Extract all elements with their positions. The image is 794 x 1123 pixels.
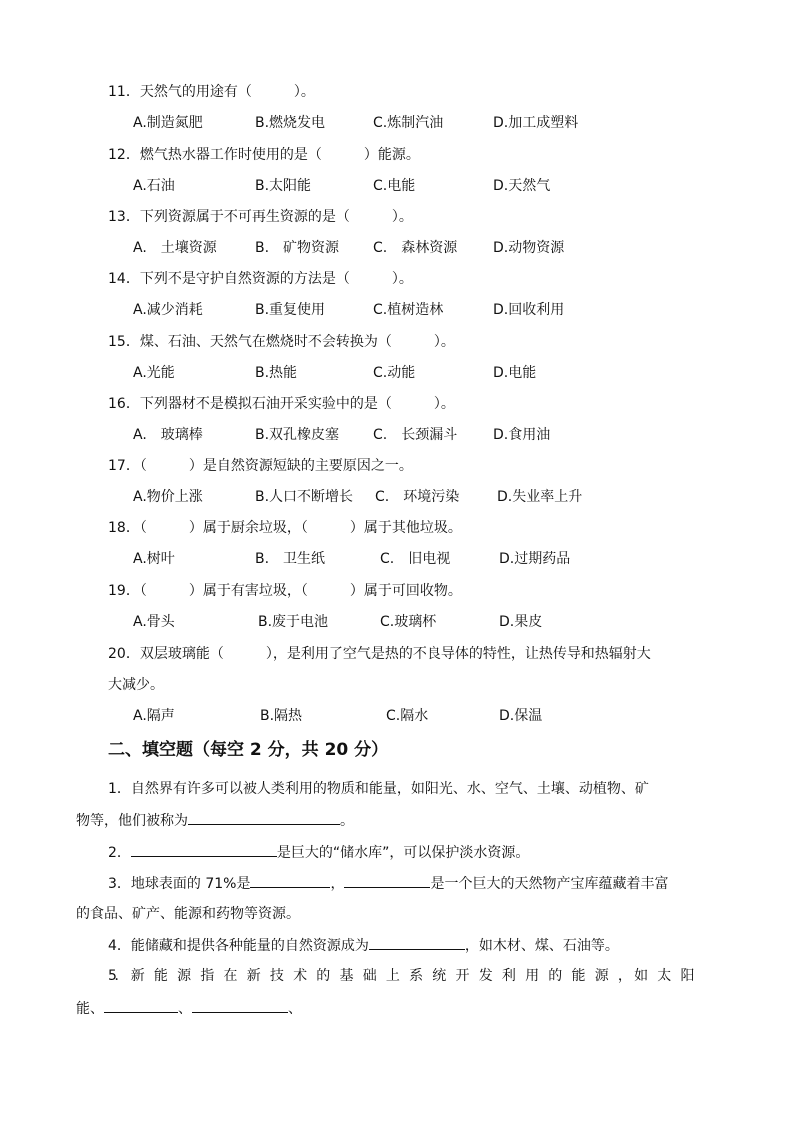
fill-q3-text-2: 是一个巨大的天然物产宝库蕴藏着丰富	[430, 876, 669, 892]
q20-option-a: A.隔声	[133, 708, 175, 724]
question-14: 14．下列不是守护自然资源的方法是（ ）。	[108, 271, 413, 287]
q15-option-d: D.电能	[493, 365, 537, 381]
q12-option-d: D.天然气	[493, 178, 551, 194]
q14-option-c: C.植树造林	[373, 302, 444, 318]
q20-option-d: D.保温	[499, 708, 543, 724]
fill-q3-comma: ，	[330, 876, 345, 892]
q13-option-a: A. 土壤资源	[133, 240, 217, 256]
q16-option-a: A. 玻璃棒	[133, 427, 203, 443]
q18-option-d: D.过期药品	[499, 551, 571, 567]
question-12: 12．燃气热水器工作时使用的是（ ）能源。	[108, 147, 420, 163]
q17-option-c: C. 环境污染	[375, 489, 460, 505]
q18-option-a: A.树叶	[133, 551, 175, 567]
q19-option-a: A.骨头	[133, 614, 175, 630]
fill-q4-text-2: ，如木材、煤、石油等。	[464, 938, 619, 954]
q16-option-b: B.双孔橡皮塞	[255, 427, 340, 443]
q15-option-b: B.热能	[255, 365, 298, 381]
q19-option-b: B.废于电池	[258, 614, 329, 630]
question-11: 11．天然气的用途有（ ）。	[108, 84, 315, 100]
answer-blank[interactable]	[188, 810, 340, 825]
fill-question-4	[108, 935, 619, 956]
q13-option-b: B. 矿物资源	[255, 240, 340, 256]
fill-q5-text: 能、	[76, 1001, 104, 1017]
q15-option-c: C.动能	[373, 365, 416, 381]
q17-option-a: A.物价上涨	[133, 489, 203, 505]
q14-option-b: B.重复使用	[255, 302, 326, 318]
answer-blank[interactable]	[369, 935, 465, 950]
fill-q2-number: 2．	[108, 845, 131, 861]
q11-option-a: A.制造氮肥	[133, 115, 203, 131]
q11-option-d: D.加工成塑料	[493, 115, 579, 131]
fill-q3-text: 3．地球表面的 71%是	[108, 876, 251, 892]
question-19: 19．（ ）属于有害垃圾，（ ）属于可回收物。	[108, 583, 462, 599]
q20-option-b: B.隔热	[260, 708, 303, 724]
fill-q1-end: 。	[340, 813, 354, 829]
q17-option-d: D.失业率上升	[497, 489, 583, 505]
q13-option-c: C. 森林资源	[373, 240, 458, 256]
fill-q5-end: 、	[288, 1001, 302, 1017]
question-13: 13．下列资源属于不可再生资源的是（ ）。	[108, 209, 413, 225]
fill-question-5-line1: 5． 新 能 源 指 在 新 技 术 的 基 础 上 系 统 开 发 利 用 的 能 源 ， 如 太 阳	[108, 968, 693, 984]
question-18: 18．（ ）属于厨余垃圾，（ ）属于其他垃圾。	[108, 520, 462, 536]
q16-option-d: D.食用油	[493, 427, 551, 443]
fill-question-3-line2: 的食品、矿产、能源和药物等资源。	[76, 906, 300, 922]
q16-option-c: C. 长颈漏斗	[373, 427, 458, 443]
q19-option-d: D.果皮	[499, 614, 543, 630]
fill-question-1-line1: 1．自然界有许多可以被人类利用的物质和能量，如阳光、水、空气、土壤、动植物、矿	[108, 781, 649, 797]
fill-question-3-line1	[108, 873, 668, 894]
question-17: 17．（ ）是自然资源短缺的主要原因之一。	[108, 458, 413, 474]
q18-option-c: C. 旧电视	[380, 551, 451, 567]
question-16: 16．下列器材不是模拟石油开采实验中的是（ ）。	[108, 396, 455, 412]
q12-option-a: A.石油	[133, 178, 175, 194]
fill-question-5-line2	[76, 998, 302, 1019]
answer-blank[interactable]	[250, 873, 330, 888]
fill-question-1-line2	[76, 810, 354, 831]
q17-option-b: B.人口不断增长	[255, 489, 354, 505]
q20-option-c: C.隔水	[386, 708, 429, 724]
question-15: 15．煤、石油、天然气在燃烧时不会转换为（ ）。	[108, 334, 455, 350]
q14-option-d: D.回收利用	[493, 302, 565, 318]
q18-option-b: B. 卫生纸	[255, 551, 326, 567]
q12-option-c: C.电能	[373, 178, 416, 194]
q12-option-b: B.太阳能	[255, 178, 312, 194]
answer-blank[interactable]	[104, 998, 178, 1013]
answer-blank[interactable]	[192, 998, 288, 1013]
q19-option-c: C.玻璃杯	[380, 614, 437, 630]
question-20-line2: 大减少。	[108, 677, 164, 693]
q13-option-d: D.动物资源	[493, 240, 565, 256]
fill-q4-text: 4．能储藏和提供各种能量的自然资源成为	[108, 938, 369, 954]
q11-option-c: C.炼制汽油	[373, 115, 444, 131]
answer-blank[interactable]	[344, 873, 430, 888]
q11-option-b: B.燃烧发电	[255, 115, 326, 131]
question-20-line1: 20．双层玻璃能（ ），是利用了空气是热的不良导体的特性，让热传导和热辐射大	[108, 646, 651, 662]
section-title-fill-in: 二、填空题（每空 2 分，共 20 分）	[108, 740, 389, 760]
fill-q1-text: 物等，他们被称为	[76, 813, 188, 829]
fill-q5-sep: 、	[178, 1001, 192, 1017]
fill-q2-text: 是巨大的“储水库”，可以保护淡水资源。	[276, 845, 530, 861]
q14-option-a: A.减少消耗	[133, 302, 203, 318]
answer-blank[interactable]	[131, 842, 277, 857]
fill-question-2	[108, 842, 529, 863]
q15-option-a: A.光能	[133, 365, 175, 381]
